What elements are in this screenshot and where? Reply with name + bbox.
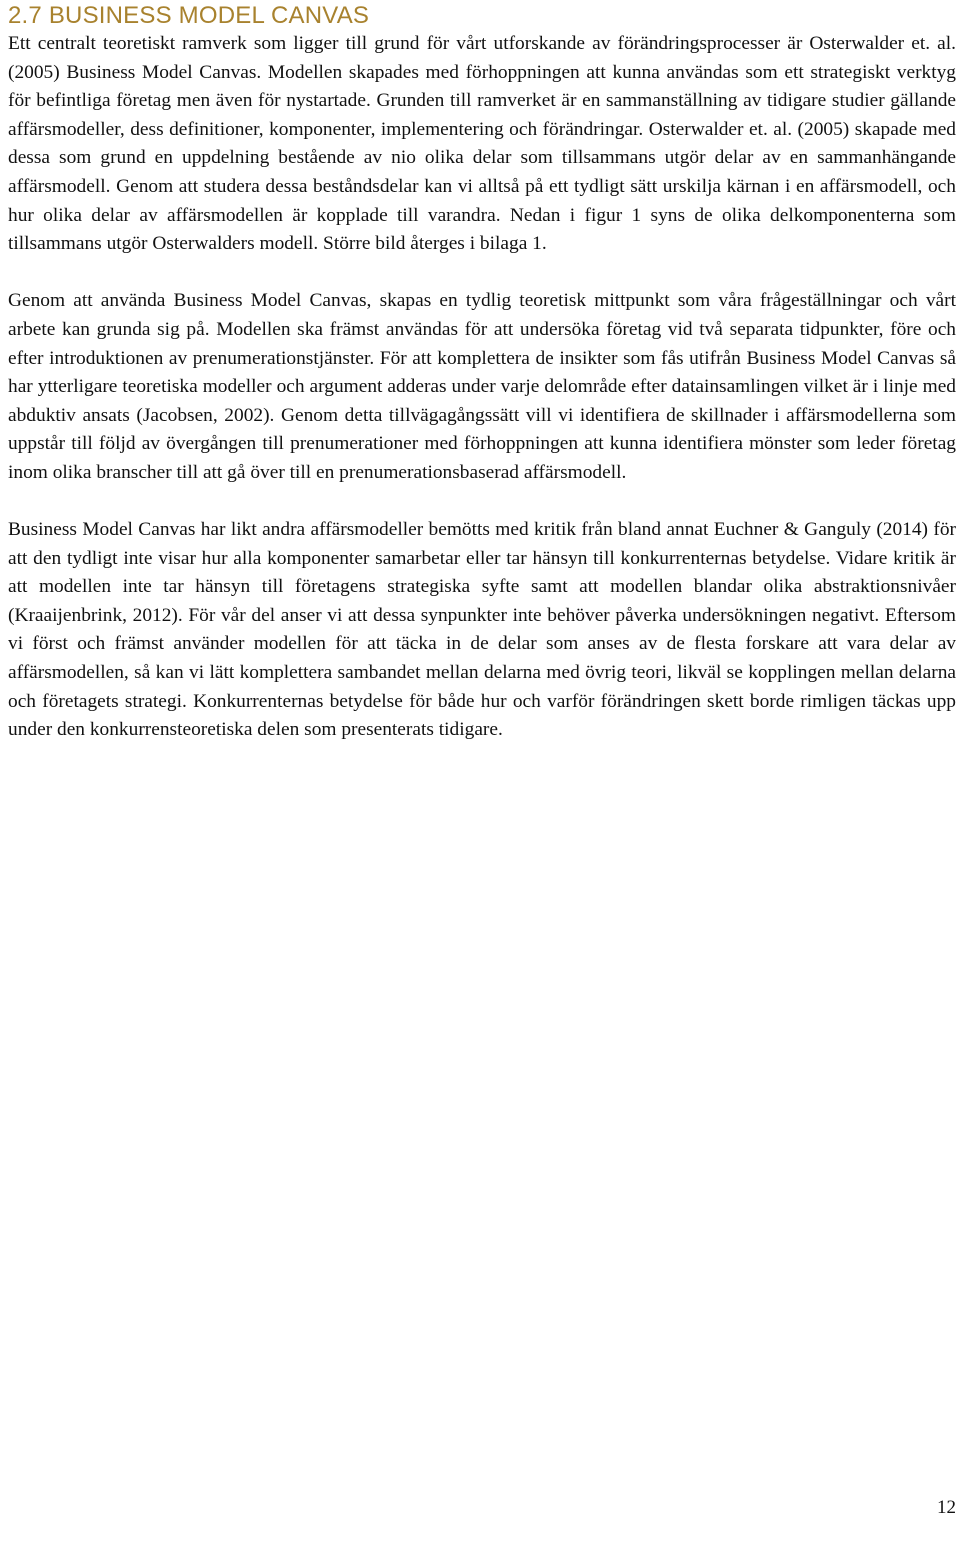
page-number: 12 (937, 1497, 956, 1518)
body-paragraph-2: Genom att använda Business Model Canvas, skapas en tydlig teoretisk mittpunkt som våra frågeställningar och vårt arbete kan grunda sig på. Modellen ska främst användas för att undersöka företag vid två separata tidpunkter, före och efter introduktionen av prenumerationstjänster. För att komplettera de insikter som fås utifrån Business Model Canvas så har ytterligare teoretiska modeller och argument adderas under varje delområde efter datainsamlingen vilket är i linje med abduktiv ansats (Jacobsen, 2002). Genom detta tillvägagångssätt vill vi identifiera de skillnader i affärsmodellerna som uppstår till följd av övergången till prenumerationer med förhoppningen att kunna identifiera mönster som leder företag inom olika branscher till att gå över till en prenumerationsbaserad affärsmodell. (8, 290, 956, 483)
body-paragraph-3: Business Model Canvas har likt andra affärsmodeller bemötts med kritik från bland annat Euchner & Ganguly (2014) för att den tydligt inte visar hur alla komponenter samarbetar eller tar hänsyn till konkurrenternas betydelse. Vidare kritik är att modellen inte tar hänsyn till företagens strategiska syfte samt att modellen blandar olika abstraktionsnivåer (Kraaijenbrink, 2012). För vår del anser vi att dessa synpunkter inte behöver påverka undersökningen negativt. Eftersom vi först och främst använder modellen för att täcka in de delar som anses av de flesta forskare att vara delar av affärsmodellen, så kan vi lätt komplettera sambandet mellan delarna med övrig teori, likväl se kopplingen mellan delarna och företagets strategi. Konkurrenternas betydelse för både hur och varför förändringen skett borde rimligen täckas upp under den konkurrensteoretiska delen som presenterats tidigare. (8, 519, 956, 741)
body-paragraph-1: Ett centralt teoretiskt ramverk som ligger till grund för vårt utforskande av förändringsprocesser är Osterwalder et. al. (2005) Business Model Canvas. Modellen skapades med förhoppningen att kunna användas som ett strategiskt verktyg för befintliga företag men även för nystartade. Grunden till ramverket är en sammanställning av tidigare studier gällande affärsmodeller, dess definitioner, komponenter, implementering och förändringar. Osterwalder et. al. (2005) skapade med dessa som grund en uppdelning bestående av nio olika delar som tillsammans utgör delar av en sammanhängande affärsmodell. Genom att studera dessa beståndsdelar kan vi alltså på ett tydligt sätt urskilja kärnan i en affärsmodell, och hur olika delar av affärsmodellen är kopplade till varandra. Nedan i figur 1 syns de olika delkomponenterna som tillsammans utgör Osterwalders modell. Större bild återges i bilaga 1. (8, 33, 956, 255)
section-heading: 2.7 BUSINESS MODEL CANVAS (8, 2, 370, 29)
